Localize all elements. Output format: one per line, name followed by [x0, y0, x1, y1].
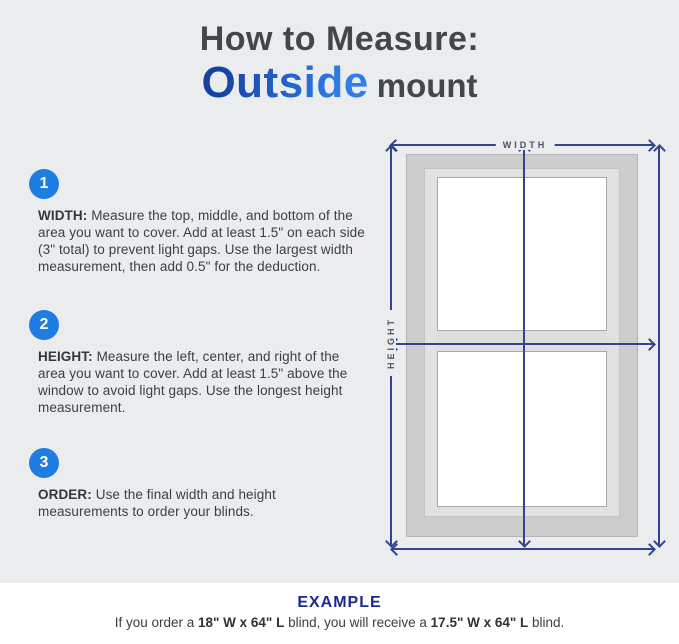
example-section: [0, 583, 679, 644]
title-highlight: Outside: [201, 57, 369, 107]
example-sentence: [0, 615, 679, 630]
window-pane-top: [437, 177, 607, 331]
title-rest: mount: [376, 66, 478, 104]
title-line1: How to Measure:: [199, 20, 480, 58]
step-2-text: [38, 348, 368, 416]
example-part: blind, you will receive a: [284, 615, 431, 630]
step-2-number-badge: 2: [29, 310, 59, 340]
step-height: [29, 310, 369, 416]
step-width: [29, 169, 369, 275]
arrowhead-icon: [643, 338, 656, 351]
step-3-text: [38, 486, 368, 520]
arrowhead-icon: [518, 535, 531, 548]
example-heading: EXAMPLE: [297, 594, 382, 611]
example-part: blind.: [528, 615, 565, 630]
step-2-label: HEIGHT:: [38, 349, 93, 364]
step-order: [29, 448, 369, 520]
title-line2: [0, 57, 679, 107]
window-pane-bottom: [437, 351, 607, 507]
step-3-number-badge: 3: [29, 448, 59, 478]
height-measure-line-center: [523, 147, 525, 545]
window-sash: [437, 331, 607, 351]
example-part: If you order a: [114, 615, 198, 630]
example-ordered-size: 18" W x 64" L: [198, 615, 285, 630]
arrowhead-icon: [653, 535, 666, 548]
step-3-body: Use the final width and height measurements to order your blinds.: [38, 487, 276, 519]
arrowhead-icon: [643, 543, 656, 556]
height-label: HEIGHT: [386, 310, 396, 376]
step-2-body: Measure the left, center, and right of the area you want to cover. Add at least 1.5" above the window to avoid light gaps. Use the longest height measurement.: [38, 349, 348, 415]
step-3-label: ORDER:: [38, 487, 92, 502]
example-received-size: 17.5" W x 64" L: [430, 615, 529, 630]
page-title: [0, 22, 679, 106]
window-frame: [406, 154, 638, 537]
step-1-number-badge: 1: [29, 169, 59, 199]
width-label: WIDTH: [496, 140, 555, 150]
step-1-body: Measure the top, middle, and bottom of the area you want to cover. Add at least 1.5" on each side (3" total) to prevent light gaps. Use the largest width measurement, then add 0.5" for the deduction.: [38, 208, 365, 274]
height-measure-line-right: [658, 147, 660, 545]
window-glass: [437, 177, 607, 507]
measurement-diagram: [370, 130, 679, 590]
step-1-label: WIDTH:: [38, 208, 88, 223]
step-1-text: [38, 207, 368, 275]
